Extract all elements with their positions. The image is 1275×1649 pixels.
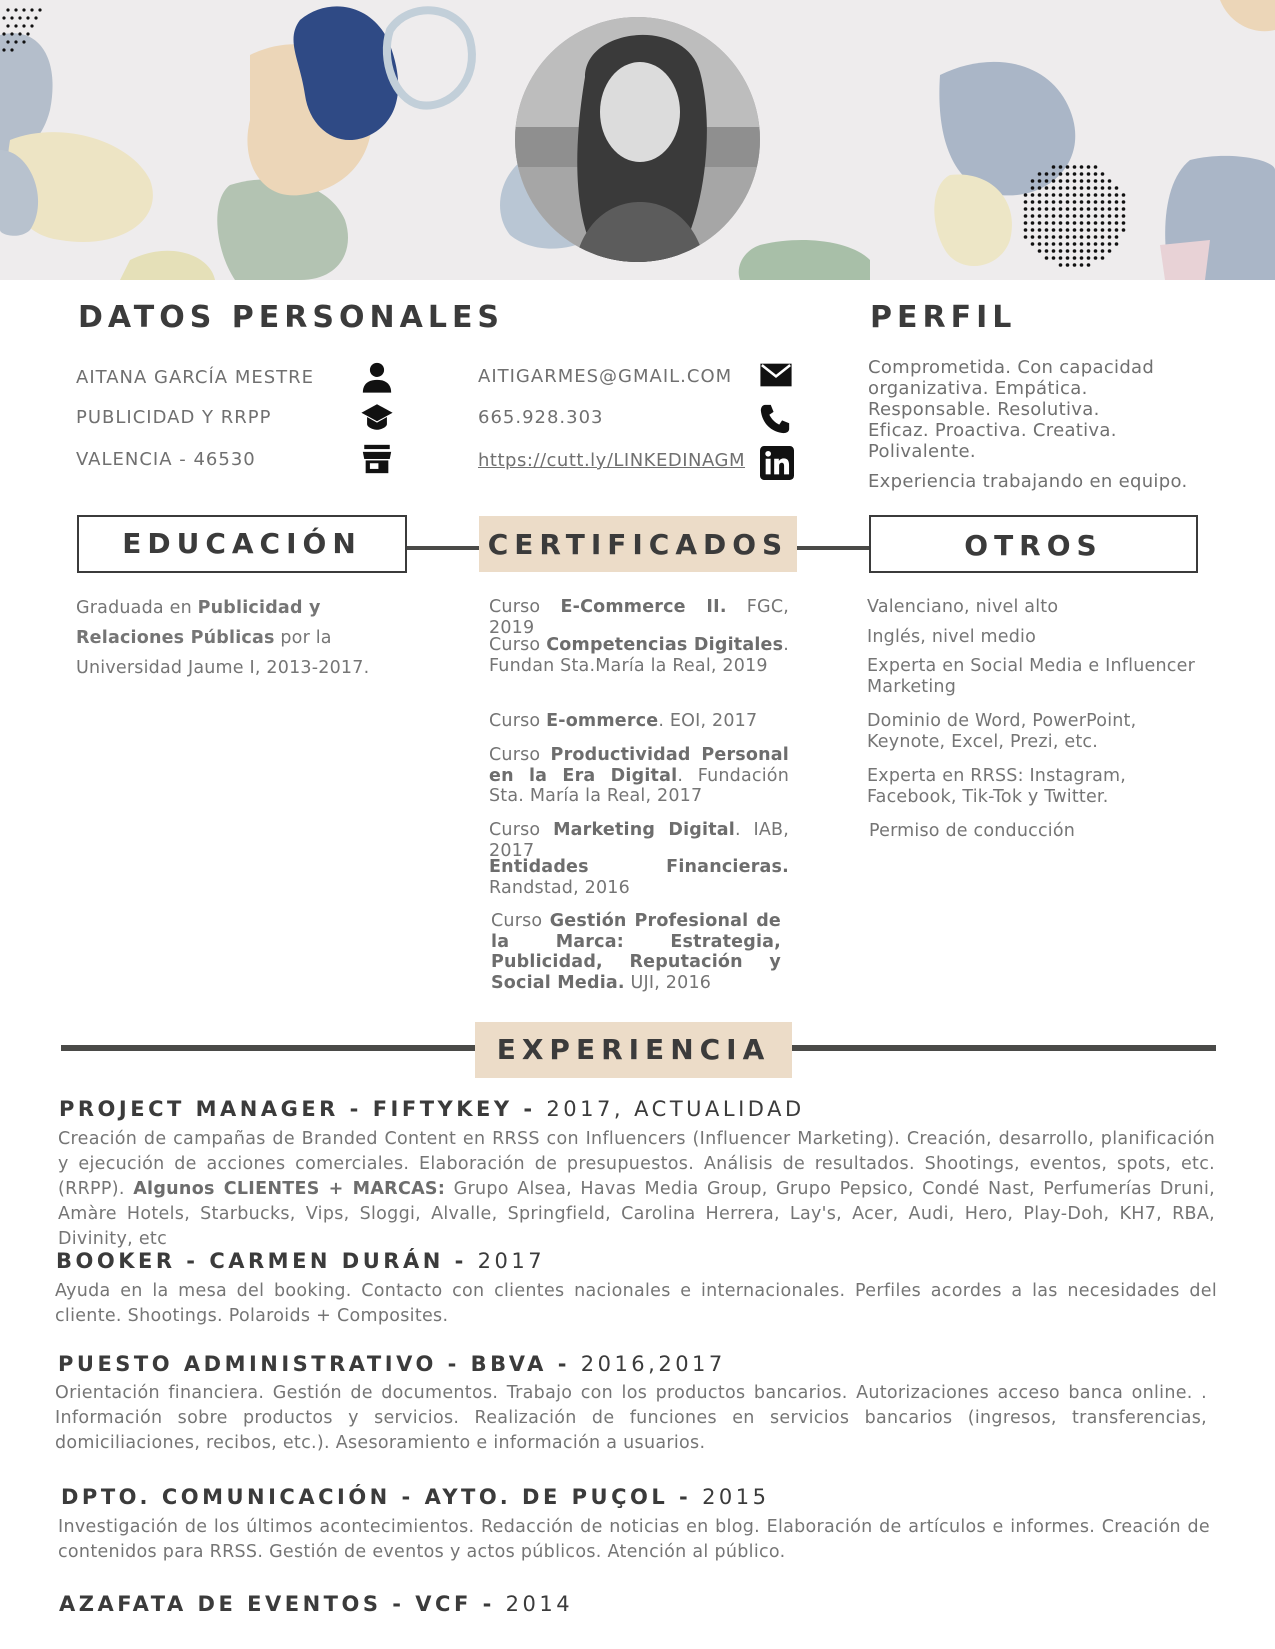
location: VALENCIA - 46530 — [76, 449, 256, 470]
job-role: PUESTO ADMINISTRATIVO - BBVA - — [58, 1352, 581, 1376]
linkedin-icon[interactable] — [760, 446, 794, 480]
certificados-heading: CERTIFICADOS — [487, 528, 789, 561]
job-title — [61, 1485, 770, 1509]
perfil-heading: PERFIL — [870, 300, 1017, 335]
otros-box — [869, 515, 1198, 573]
cert-item: Curso E-ommerce. EOI, 2017 — [489, 711, 758, 731]
otros-item: Experta en Social Media e Influencer Marketing — [867, 656, 1195, 697]
person-icon — [360, 360, 394, 394]
job-role: DPTO. COMUNICACIÓN - AYTO. DE PUÇOL - — [61, 1485, 703, 1509]
job-description: Ayuda en la mesa del booking. Contacto con clientes nacionales e internacionales. Perfiles acordes a las necesidades del cliente. Shootings. Polaroids + Composites. — [55, 1281, 1217, 1326]
educacion-text-part: Graduada en — [76, 598, 198, 618]
perfil-line: Responsable. Resolutiva. — [868, 399, 1100, 420]
certificados-box — [479, 516, 797, 572]
job-title — [59, 1097, 805, 1121]
job-years: 2015 — [702, 1485, 770, 1509]
experiencia-heading: EXPERIENCIA — [496, 1033, 771, 1066]
job-years: 2017 — [477, 1249, 546, 1273]
mail-icon — [758, 358, 794, 392]
job-description: Investigación de los últimos acontecimientos. Redacción de noticias en blog. Elaboración de artículos e informes. Creación de contenidos para RRSS. Gestión de eventos y actos públicos. Atención al público. — [58, 1517, 1210, 1562]
job-description: Orientación financiera. Gestión de documentos. Trabajo con los productos bancarios. Autorizaciones acceso banca online. . Información sobre productos y servicios. Realización de funciones en servicios bancarios (ingresos, transferencias, domiciliaciones, recibos, etc.). Asesoramiento e información a usuarios. — [55, 1383, 1207, 1453]
perfil-line: organizativa. Empática. — [868, 378, 1088, 399]
otros-item: Inglés, nivel medio — [867, 627, 1037, 647]
perfil-teamwork: Experiencia trabajando en equipo. — [868, 471, 1188, 492]
cert-item: Curso E-Commerce II. FGC, 2019 — [489, 597, 789, 638]
store-icon — [360, 442, 394, 476]
phone-icon — [758, 402, 792, 436]
degree-name: Publicidad y Relaciones Públicas — [76, 598, 321, 648]
email-text[interactable]: AITIGARMES@GMAIL.COM — [478, 366, 733, 387]
perfil-line: Comprometida. Con capacidad — [868, 357, 1155, 378]
educacion-text-part: por la Universidad Jaume I, 2013-2017. — [76, 628, 370, 678]
job-title — [56, 1249, 545, 1273]
portrait-image — [515, 17, 760, 262]
job-years: 2016,2017 — [580, 1352, 726, 1376]
connector-line — [797, 546, 869, 550]
perfil-summary — [868, 357, 1228, 462]
educacion-heading: EDUCACIÓN — [122, 527, 362, 560]
experiencia-box — [475, 1022, 792, 1078]
cert-item: Curso Productividad Personal en la Era Digital. Fundación Sta. María la Real, 2017 — [489, 745, 790, 806]
datos-personales-heading: DATOS PERSONALES — [78, 300, 505, 335]
job-years: 2014 — [505, 1592, 574, 1616]
clients-label: Algunos CLIENTES + MARCAS: — [133, 1179, 446, 1199]
divider-line — [792, 1045, 1216, 1051]
otros-heading: OTROS — [964, 529, 1103, 562]
job-title — [58, 1352, 726, 1376]
linkedin-link[interactable]: https://cutt.ly/LINKEDINAGM — [478, 450, 745, 471]
profile-photo — [515, 17, 760, 262]
job-years: 2017, ACTUALIDAD — [546, 1097, 805, 1121]
cert-item: Curso Gestión Profesional de la Marca: Estrategia, Publicidad, Reputación y Social Media. UJI, 2016 — [491, 911, 782, 993]
perfil-line: Polivalente. — [868, 441, 976, 462]
educacion-box — [77, 515, 407, 573]
graduation-cap-icon — [360, 400, 394, 434]
otros-item: Experta en RRSS: Instagram, Facebook, Tik-Tok y Twitter. — [867, 766, 1127, 807]
studies-field: PUBLICIDAD Y RRPP — [76, 407, 272, 428]
job-role: PROJECT MANAGER - FIFTYKEY - — [59, 1097, 547, 1121]
job-role: BOOKER - CARMEN DURÁN - — [56, 1249, 478, 1273]
job-description: Creación de campañas de Branded Content en RRSS con Influencers (Influencer Marketing). Creación, desarrollo, planificación y ejecución de acciones comerciales. Elaboración de presupuestos. Análisis de resultados. Shootings, eventos, spots, etc. (RRPP). Algunos CLIENTES + MARCAS: Grupo Alsea, Havas Media Group, Grupo Pepsico, Condé Nast, Perfumerías Druni, Amàre Hotels, Starbucks, Vips, Sloggi, Alvalle, Springfield, Carolina Herrera, Lay's, Acer, Audi, Hero, Play-Doh, KH7, RBA, Divinity, etc — [58, 1129, 1215, 1249]
connector-line — [407, 546, 479, 550]
educacion-text — [76, 593, 416, 683]
full-name: AITANA GARCÍA MESTRE — [76, 367, 315, 388]
cert-item: Curso Marketing Digital. IAB, 2017 — [489, 820, 789, 861]
job-title — [59, 1592, 573, 1616]
perfil-line: Eficaz. Proactiva. Creativa. — [868, 420, 1117, 441]
cert-item: Curso Competencias Digitales. Fundan Sta.María la Real, 2019 — [489, 635, 789, 676]
phone-text[interactable]: 665.928.303 — [478, 407, 604, 428]
cert-item: Entidades Financieras. Randstad, 2016 — [489, 857, 789, 898]
otros-item: Valenciano, nivel alto — [867, 597, 1059, 617]
job-role: AZAFATA DE EVENTOS - VCF - — [59, 1592, 506, 1616]
otros-item: Permiso de conducción — [869, 821, 1076, 841]
divider-line — [61, 1045, 475, 1051]
otros-item: Dominio de Word, PowerPoint, Keynote, Excel, Prezi, etc. — [867, 711, 1137, 752]
